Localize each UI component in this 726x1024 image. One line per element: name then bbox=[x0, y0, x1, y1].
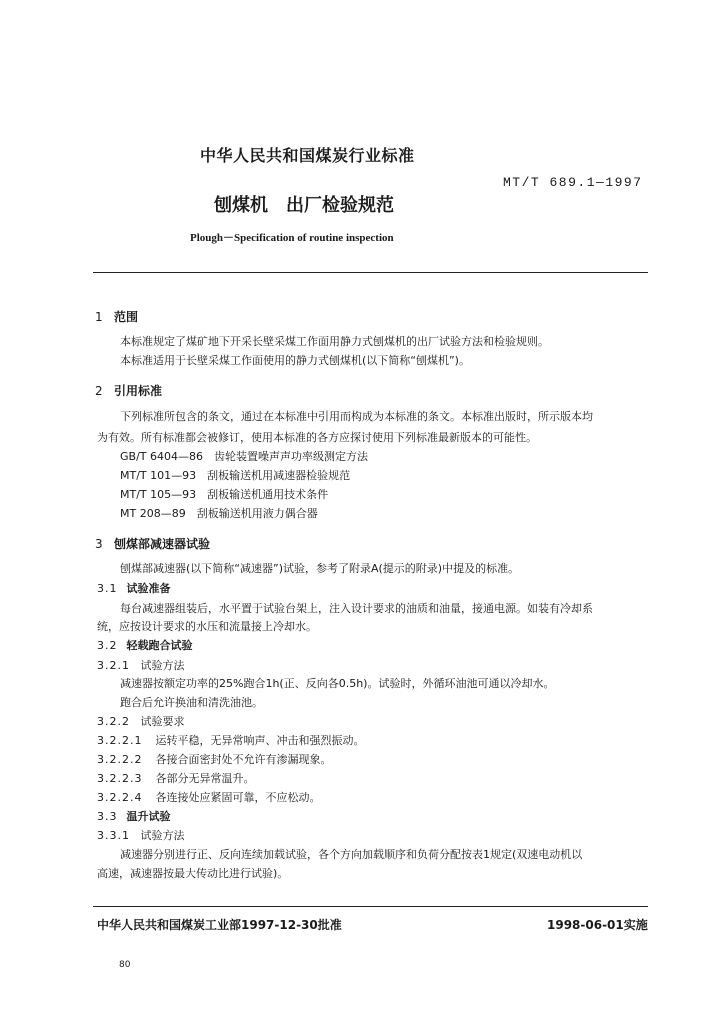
requirement-item bbox=[97, 770, 255, 786]
section-2-paragraph-line-1: 下列标准所包含的条文，通过在本标准中引用而构成为本标准的条文。本标准出版时，所示版本均 bbox=[120, 410, 593, 423]
section-3-2-1-title: 试验方法 bbox=[140, 659, 185, 672]
reference-item: MT/T 101—93 刮板输送机用减速器检验规范 bbox=[120, 469, 351, 482]
section-3-3-1-number: 3.3.1 bbox=[97, 829, 130, 842]
reference-item: MT/T 105—93 刮板输送机通用技术条件 bbox=[120, 488, 329, 501]
section-2-heading bbox=[95, 382, 162, 399]
section-3-2-1-line-1: 减速器按额定功率的25%跑合1h(正、反向各0.5h)。试验时，外循环油池可通以冷却水。 bbox=[120, 677, 555, 690]
requirement-item bbox=[97, 751, 332, 767]
requirement-text: 各部分无异常温升。 bbox=[155, 772, 255, 785]
section-3-2-title: 轻载跑合试验 bbox=[126, 639, 193, 652]
section-3-title: 刨煤部减速器试验 bbox=[114, 537, 211, 551]
section-3-3-heading bbox=[97, 808, 171, 824]
section-2-number: 2 bbox=[95, 384, 103, 398]
english-subtitle: Plough－Specification of routine inspection bbox=[190, 232, 394, 244]
section-3-3-number: 3.3 bbox=[97, 810, 118, 823]
section-1-number: 1 bbox=[95, 310, 103, 324]
section-3-number: 3 bbox=[95, 537, 103, 551]
section-3-3-title: 温升试验 bbox=[126, 810, 171, 823]
section-3-intro: 刨煤部减速器(以下简称“减速器”)试验，参考了附录A(提示的附录)中提及的标准。 bbox=[120, 562, 520, 575]
section-3-1-heading bbox=[97, 580, 171, 596]
section-3-heading bbox=[95, 535, 210, 552]
section-3-3-1-line-1: 减速器分别进行正、反向连续加载试验，各个方向加载顺序和负荷分配按表1规定(双速电动机以 bbox=[120, 848, 583, 861]
section-2-paragraph-line-2: 为有效。所有标准都会被修订，使用本标准的各方应探讨使用下列标准最新版本的可能性。 bbox=[97, 431, 537, 444]
section-3-2-2-number: 3.2.2 bbox=[97, 715, 130, 728]
section-3-1-line-2: 统，应按设计要求的水压和流量接上冷却水。 bbox=[97, 620, 317, 633]
section-2-title: 引用标准 bbox=[114, 384, 163, 398]
requirement-number: 3.2.2.1 bbox=[97, 734, 143, 747]
requirement-text: 运转平稳，无异常响声、冲击和强烈振动。 bbox=[155, 734, 365, 747]
requirement-number: 3.2.2.3 bbox=[97, 772, 143, 785]
section-3-3-1-heading bbox=[97, 827, 185, 843]
approval-line: 中华人民共和国煤炭工业部1997-12-30批准 bbox=[97, 918, 342, 932]
document-title-part1: 刨煤机 bbox=[214, 195, 268, 216]
section-3-2-1-heading bbox=[97, 657, 185, 673]
requirement-text: 各接合面密封处不允许有渗漏现象。 bbox=[155, 753, 332, 766]
standard-category-title: 中华人民共和国煤炭行业标准 bbox=[200, 146, 415, 165]
document-title-part2: 出厂检验规范 bbox=[286, 195, 394, 216]
section-3-2-number: 3.2 bbox=[97, 639, 118, 652]
implementation-date: 1998-06-01实施 bbox=[547, 918, 648, 932]
footer-divider bbox=[93, 906, 648, 907]
section-1-paragraph-2: 本标准适用于长壁采煤工作面使用的静力式刨煤机(以下简称“刨煤机”)。 bbox=[120, 354, 470, 367]
reference-item: MT 208—89 刮板输送机用液力偶合器 bbox=[120, 507, 318, 520]
header-divider bbox=[93, 272, 648, 273]
section-3-2-1-line-2: 跑合后允许换油和清洗油池。 bbox=[120, 696, 263, 709]
requirement-text: 各连接处应紧固可靠，不应松动。 bbox=[155, 791, 321, 804]
page-number: 80 bbox=[119, 960, 131, 970]
section-3-3-1-title: 试验方法 bbox=[140, 829, 185, 842]
section-1-heading bbox=[95, 308, 138, 325]
section-3-1-line-1: 每台减速器组装后，水平置于试验台架上，注入设计要求的油质和油量，接通电源。如装有冷却系 bbox=[120, 602, 593, 615]
section-3-2-2-heading bbox=[97, 713, 185, 729]
document-title bbox=[214, 191, 394, 217]
section-3-2-heading bbox=[97, 637, 193, 653]
section-1-paragraph-1: 本标准规定了煤矿地下开采长壁采煤工作面用静力式刨煤机的出厂试验方法和检验规则。 bbox=[120, 335, 549, 348]
section-3-2-1-number: 3.2.1 bbox=[97, 659, 130, 672]
requirement-item bbox=[97, 789, 321, 805]
standard-number: MT/T 689.1—1997 bbox=[503, 175, 643, 190]
section-3-1-number: 3.1 bbox=[97, 582, 118, 595]
requirement-item bbox=[97, 732, 365, 748]
requirement-number: 3.2.2.2 bbox=[97, 753, 143, 766]
section-3-2-2-title: 试验要求 bbox=[140, 715, 185, 728]
requirement-number: 3.2.2.4 bbox=[97, 791, 143, 804]
reference-item: GB/T 6404—86 齿轮装置噪声声功率级测定方法 bbox=[120, 450, 368, 463]
section-3-3-1-line-2: 高速，减速器按最大传动比进行试验)。 bbox=[97, 867, 289, 880]
section-1-title: 范围 bbox=[114, 310, 139, 324]
section-3-1-title: 试验准备 bbox=[126, 582, 171, 595]
